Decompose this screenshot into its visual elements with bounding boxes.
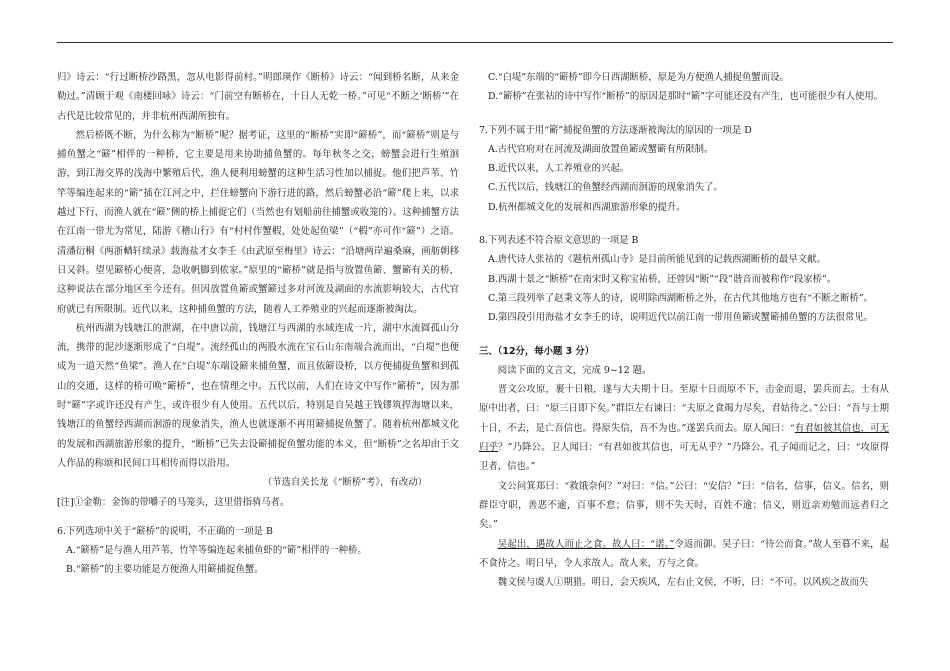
spacer [57,512,459,522]
question-7-option-a: A.古代官府对在河流及湖面放置鱼簖或蟹簖有所限制。 [488,143,714,155]
passage-paragraph-1: 归》诗云：“行过断桥沙路黑，忽从电影得前村。”明郎瑛作《断桥》诗云：“闻到桥名断，从来金勒过。”清顾于观《南楼回咏》诗云：“门前空有断桥在，十日人无乾一桥。”可见“不断之‘断桥’”在古代是比较常见的，并非杭州西湖所独有。 [57,72,459,122]
question-6-option-b: B.“簖桥”的主要功能是方便渔人用簖捕捉鱼蟹。 [66,564,264,576]
classical-paragraph-1 [479,380,889,476]
question-8-option-a: A.唐代诗人张祜的《题杭州孤山寺》是目前所能见到的记载西湖断桥的最早文献。 [488,254,826,266]
passage-citation: （节选自关长龙《“断桥”考》，有改动） [262,477,427,489]
header-rule [57,42,893,43]
question-6-option-d: D.“簖桥”在张祜的诗中写作“断桥”的原因是那时“簖”字可能还没有产生，也可能很少有人使用。 [488,91,884,103]
spacer [479,217,889,231]
underlined-sentence: 有君如彼其信也，可无归乎 [479,422,889,454]
passage-paragraph-3: 杭州西湖为钱塘江的泄湖，在中唐以前，钱塘江与西湖的水域连成一片，湖中水流圆孤山分流，携带的泥沙逐渐形成了“白堤”。流经孤山的两股水流在宝石山东南端合流而出，“白堤”也便成为一道天然“鱼梁”。渔人在“白堤”东端设簖来捕鱼蟹，而且依簖设桥，以方便捕捉鱼蟹和到孤山的交通，这样的桥可唤“簖桥”，也在情理之中。五代以前，人们在诗文中写作“簖桥”，因为那时“簖”字或许还没有产生，或许很少有人使用。五代以后，特别是自吴越王钱镠筑捍海塘以来，钱塘江的鱼蟹经西湖而洄游的现象消失，渔人也就逐渐不再用簖捕捉鱼蟹了。随着杭州都城文化的发展和西湖旅游形象的提升，“断桥”已失去设簖捕捉鱼蟹功能的本义，但“断桥”之名却由于文人作品的称颂和民间口耳相传而得以沿用。 [57,322,459,469]
question-6-option-a: A.“簖桥”是与渔人用芦苇、竹竿等编连起来捕鱼虾的“簖”相伴的一种桥。 [66,545,367,557]
passage-footnote: [注]①金勒：金饰的带嚼子的马笼头，这里借指骑马者。 [57,496,290,508]
left-column [57,68,459,580]
section-instruction: 阅读下面的文言文，完成 9~12 题。 [497,364,652,376]
question-8-option-d: D.第四段引用海盐才女李壬的诗，说明近代以前江南一带用鱼簖或蟹簖捕鱼蟹的方法很常见。 [488,312,874,324]
question-8-option-b: B.西湖十景之“断桥”在南宋时又称宝祐桥，还曾因“断”“段”谐音而被称作“段家桥”。 [488,273,837,285]
classical-paragraph-3 [479,535,889,574]
classical-paragraph-4: 魏文侯与虞人①期猎。明日，会天疾风，左右止文侯，不听，曰：“不可。以风疾之故而失 [497,577,869,589]
question-7: 7.下列不属于用“簖”捕捉鱼蟹的方法逐渐被淘汰的原因的一项是 D [479,124,752,136]
spacer [479,328,889,342]
question-6-option-c: C.“白堤”东端的“簖桥”即今日西湖断桥，原是为方便渔人捕捉鱼蟹而设。 [488,72,789,83]
question-7-option-c: C.五代以后，钱塘江的鱼蟹经西湖而洄游的现象消失了。 [488,182,723,194]
right-column [479,68,889,592]
classical-text: 晋文公攻原，裹十日粮，遂与大夫期十日。至原十日而原不下，击金而退，罢兵而去。士有从原中出者，曰：“原三日即下矣。”群臣左右谏曰：“夫原之食竭力尽矣，君姑待之。”公曰：“吾与士期十日，不去，是亡吾信也。得原失信，吾不为也。”遂罢兵而去。原人闻曰：“ [479,384,889,434]
classical-paragraph-2: 文公问箕郑曰：“救饿奈何？”对曰：“信。”公曰：“安信？”曰：“信名，信事，信义。信名，则群臣守职，善恶不逾，百事不怠；信事，则不失天时，百姓不逾；信义，则近亲劝勉而远者归之矣。” [479,480,889,531]
question-7-option-d: D.杭州都城文化的发展和西湖旅游形象的提升。 [488,201,686,213]
passage-paragraph-2: 然后桥既不断，为什么称为“断桥”呢？据考证，这里的“断桥”实即“簖桥”，而“簖桥”则是与捕鱼蟹之“簖”相伴的一种桥，它主要是用来协助捕鱼蟹的。每年秋冬之交，螃蟹会进行生殖洄游，到江海交界的浅海中繁殖后代，渔人便利用螃蟹的这种生活习性加以捕捉。他们把芦苇、竹竿等编连起来的“簖”插在江河之中，拦住螃蟹向下游行进的路，然后螃蟹必沿“簖”爬上来，以求越过下行，而渔人就在“簖”侧的桥上捕捉它们（当然也有划船前往捕蟹或收笼的）。这种捕蟹方法在江南一带尤为常见，陆游《稽山行》有“村村作蟹椵，处处起鱼梁”（“椵”亦可作“簖”）之语。清潘衍桐《两浙輶轩续录》载海盐才女李壬《由武原至梅里》诗云：“沿塘两岸遍桑麻，画舫朝移日又斜。望见簖桥心便喜，急收帆脚到侬家。”原里的“簖桥”就是指与放置鱼簖、蟹簖有关的桥，这种说法在部分地区至今还有。但因放置鱼簖或蟹簖过多对河流及湖面的水流影响较大，古代官府就已有所限制。近代以来，这种捕鱼蟹的方法，随着人工养殖业的兴起而逐渐被淘汰。 [57,129,459,315]
question-8: 8.下列表述不符合原文意思的一项是 B [479,235,639,247]
classical-text: 令返而御。吴子曰：“待公而食。”故人至暮不来，起不食待之。明日早，令人求故人。故人来，方与之食。 [479,538,889,569]
spacer [479,107,889,121]
section-heading: 三、（12分，每小题 3 分） [479,345,595,357]
question-6: 6.下列选项中关于“簖桥”的说明，不正确的一项是 B [57,525,273,537]
question-8-option-c: C.第三段列举了赵秉文等人的诗，说明除西湖断桥之外，在古代其他地方也有“不断之断桥”。 [488,292,874,304]
question-7-option-b: B.近代以来，人工养殖业的兴起。 [488,163,630,175]
classical-text: ？”乃降公。卫人闻曰：“有君如彼其信也，可无从乎？”乃降公。孔子闻而记之，曰：“攻原得卫者，信也。” [479,442,889,473]
underlined-sentence: 吴起出，遇故人而止之食。故人曰：“诺。” [497,538,675,550]
